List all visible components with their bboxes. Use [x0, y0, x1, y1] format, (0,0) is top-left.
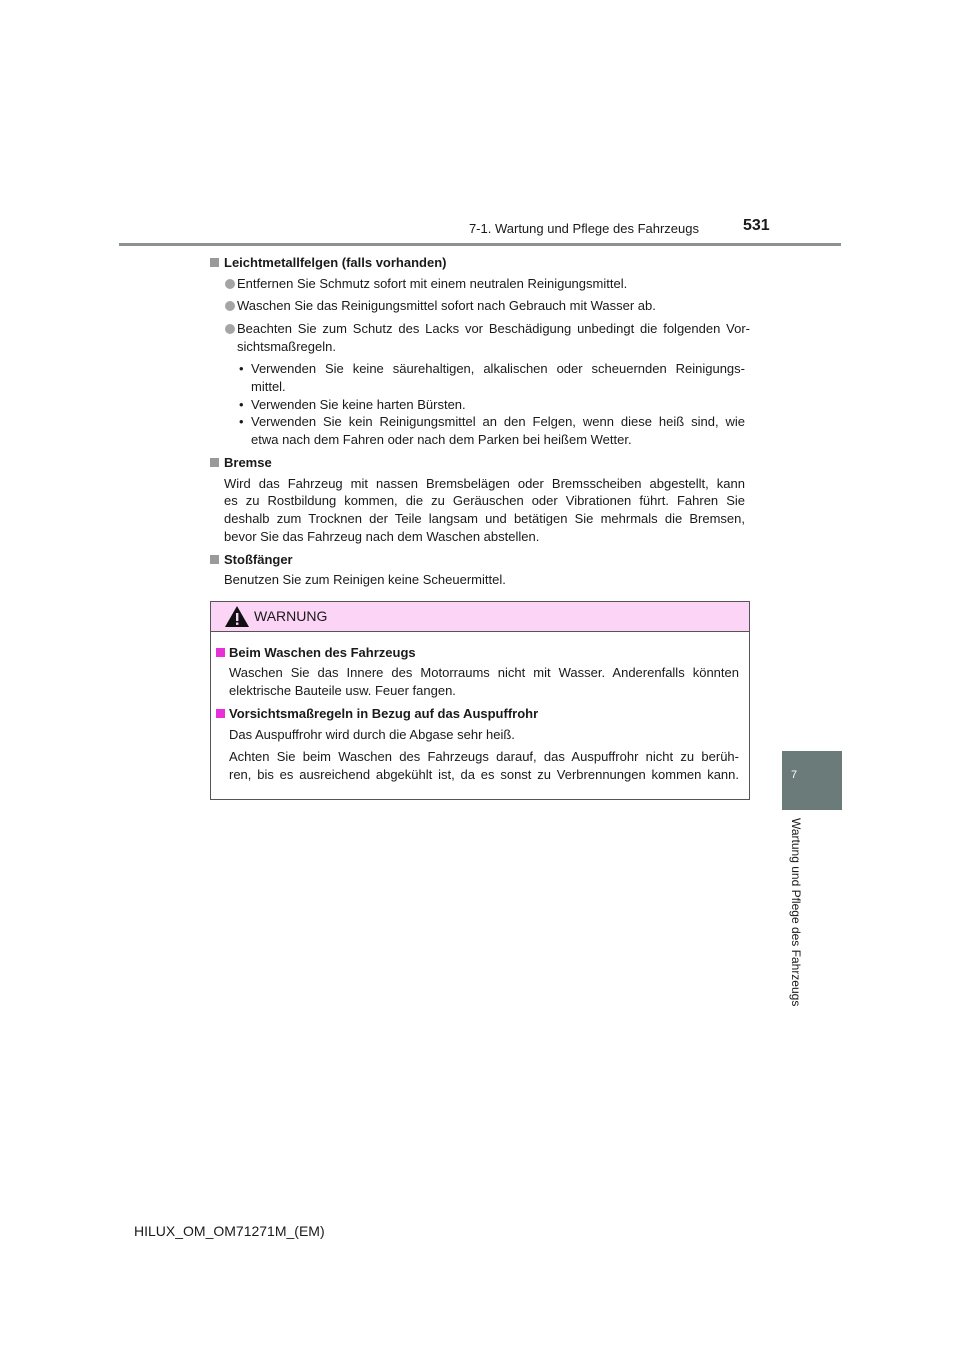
bullet-text: Beachten Sie zum Schutz des Lacks vor Beschädigung unbedingt die folgenden Vor- [237, 321, 750, 336]
heading-brake: Bremse [224, 455, 272, 470]
bullet-text: Waschen Sie das Reinigungsmittel sofort nach Gebrauch mit Wasser ab. [237, 298, 656, 313]
bullet-text: sichtsmaßregeln. [237, 339, 336, 354]
warning-triangle-icon [225, 606, 249, 627]
header-rule [119, 243, 841, 246]
sub-bullet-icon: • [239, 414, 244, 429]
warning-text: Waschen Sie das Innere des Motorraums nicht mit Wasser. Anderenfalls könnten [229, 665, 739, 680]
bullet-icon [225, 324, 235, 334]
heading-square-icon [216, 709, 225, 718]
section-header: 7-1. Wartung und Pflege des Fahrzeugs [468, 221, 699, 236]
footer-doc-id: HILUX_OM_OM71271M_(EM) [134, 1223, 325, 1239]
chapter-tab [782, 751, 842, 810]
bullet-text: Entfernen Sie Schmutz sofort mit einem neutralen Reinigungsmittel. [237, 276, 628, 291]
warning-box [210, 601, 750, 800]
warning-text: Achten Sie beim Waschen des Fahrzeugs darauf, das Auspuffrohr nicht zu berüh- [229, 749, 739, 764]
sub-bullet-text: etwa nach dem Fahren oder nach dem Parken bei heißem Wetter. [251, 432, 632, 447]
chapter-number: 7 [791, 769, 798, 781]
sub-bullet-text: Verwenden Sie keine säurehaltigen, alkalischen oder scheuernden Reinigungs- [251, 361, 745, 376]
warning-header [211, 602, 749, 632]
heading-square-icon [210, 258, 219, 267]
paragraph-line: Wird das Fahrzeug mit nassen Bremsbelägen oder Bremsscheiben abgestellt, kann [224, 476, 745, 491]
sub-bullet-text: Verwenden Sie keine harten Bürsten. [251, 397, 466, 412]
paragraph-line: es zu Rostbildung kommen, die zu Geräuschen oder Vibrationen führt. Fahren Sie [224, 493, 745, 508]
page-number: 531 [743, 217, 770, 234]
heading-square-icon [210, 458, 219, 467]
bullet-icon [225, 301, 235, 311]
sub-bullet-icon: • [239, 361, 244, 376]
sub-bullet-text: Verwenden Sie kein Reinigungsmittel an den Felgen, wenn diese heiß sind, wie [251, 414, 745, 429]
sub-bullet-text: mittel. [251, 379, 286, 394]
bullet-icon [225, 279, 235, 289]
sub-bullet-icon: • [239, 397, 244, 412]
warning-text: Das Auspuffrohr wird durch die Abgase sehr heiß. [229, 727, 515, 742]
paragraph-line: Benutzen Sie zum Reinigen keine Scheuermittel. [224, 572, 506, 587]
warning-heading: Beim Waschen des Fahrzeugs [229, 645, 416, 660]
warning-heading: Vorsichtsmaßregeln in Bezug auf das Auspuffrohr [229, 706, 539, 721]
heading-alloy-wheels: Leichtmetallfelgen (falls vorhanden) [224, 255, 447, 270]
paragraph-line: bevor Sie das Fahrzeug nach dem Waschen abstellen. [224, 529, 540, 544]
warning-label: WARNUNG [254, 608, 328, 624]
paragraph-line: deshalb zum Trocknen der Teile langsam und betätigen Sie mehrmals die Bremsen, [224, 511, 745, 526]
warning-text: ren, bis es ausreichend abgekühlt ist, da es sonst zu Verbrennungen kommen kann. [229, 767, 739, 782]
heading-square-icon [210, 555, 219, 564]
heading-bumper: Stoßfänger [224, 552, 293, 567]
chapter-label: Wartung und Pflege des Fahrzeugs [789, 818, 803, 1007]
warning-text: elektrische Bauteile usw. Feuer fangen. [229, 683, 456, 698]
heading-square-icon [216, 648, 225, 657]
